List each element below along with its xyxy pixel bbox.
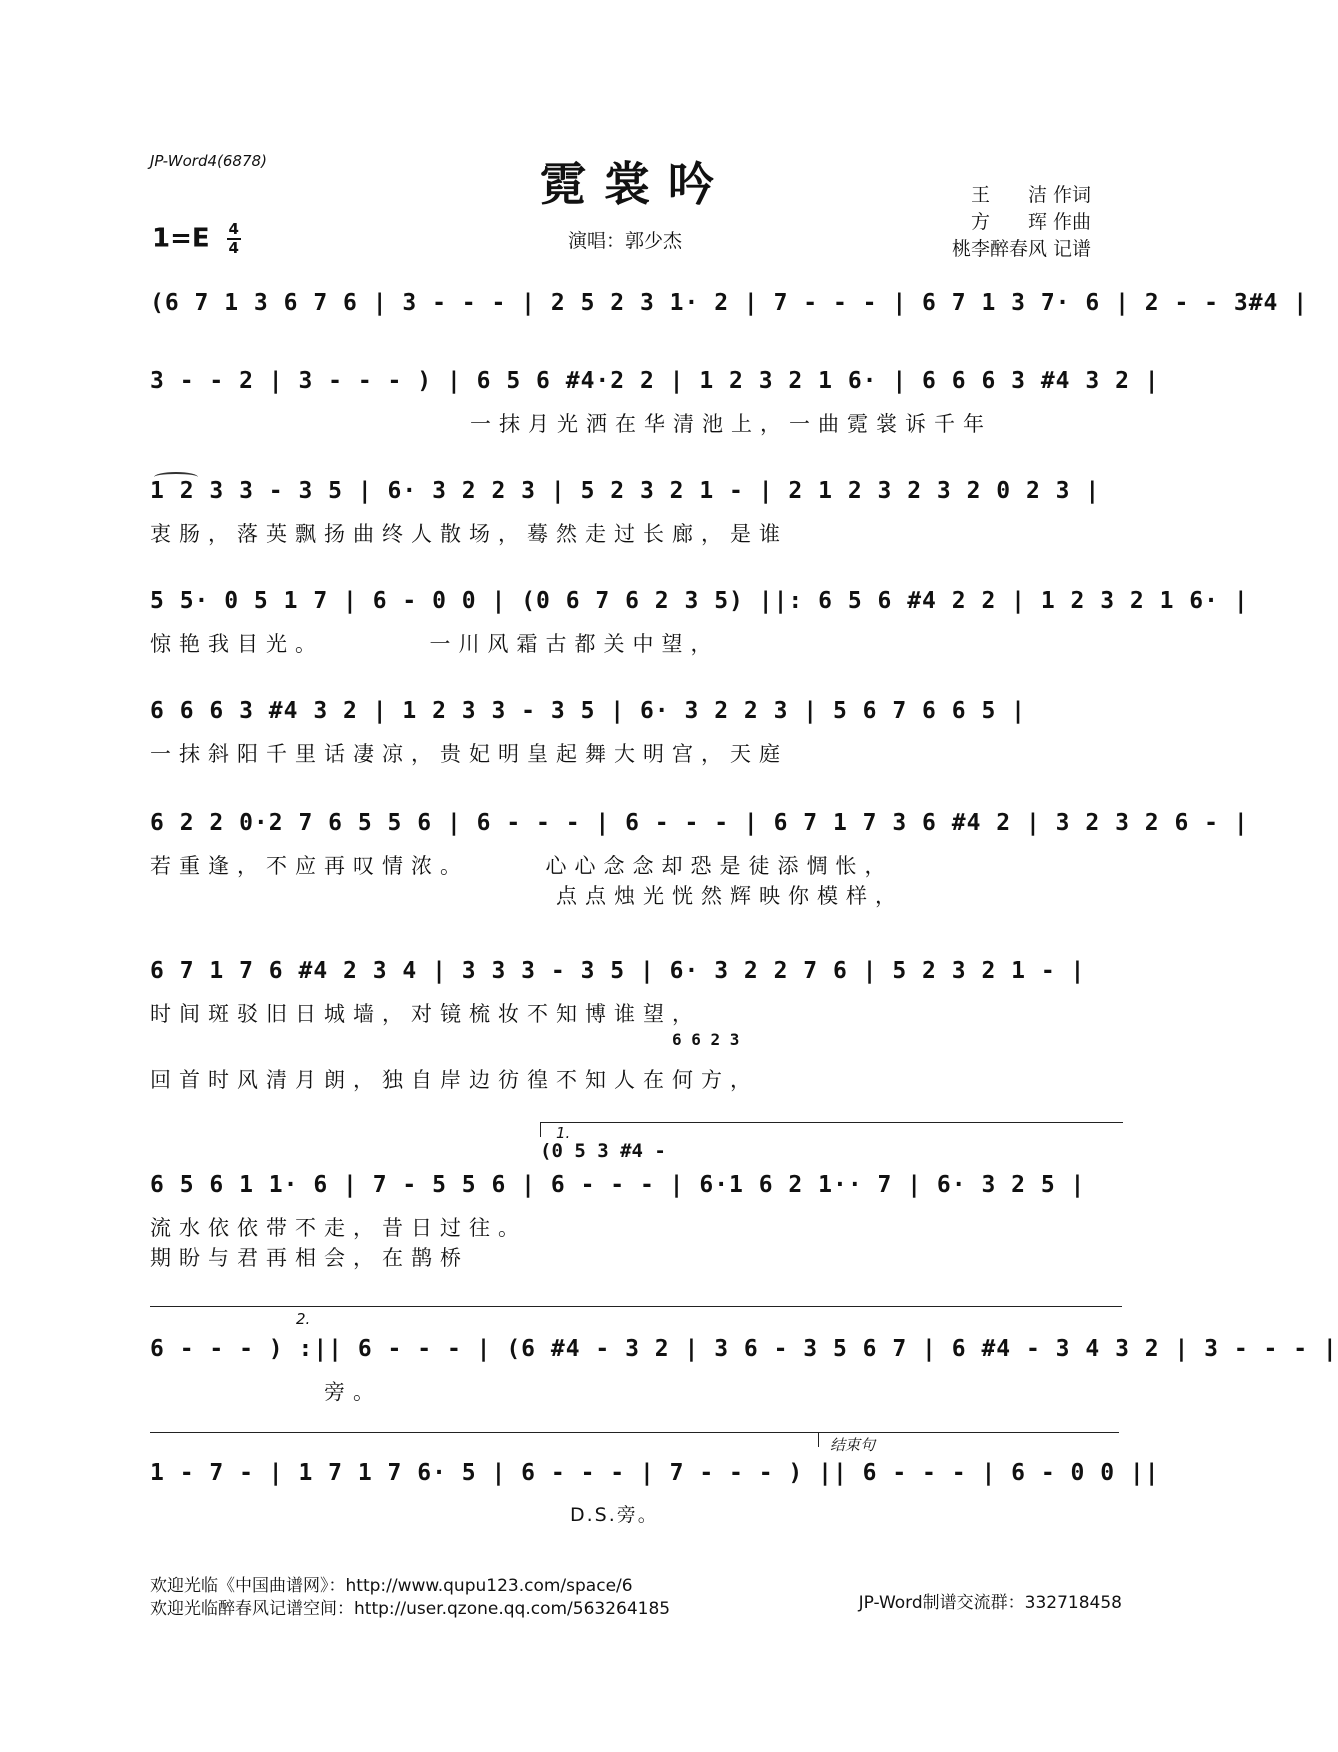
volta-1-label: 1.	[556, 1124, 571, 1142]
score-system-9	[150, 1336, 1338, 1372]
lyrics-line: 一抹月光洒在华清池上，一曲霓裳诉千年	[470, 412, 992, 436]
score-system-8	[150, 1172, 1122, 1208]
lyrics-line: 一抹斜阳千里话凄凉，贵妃明皇起舞大明宫，天庭	[150, 742, 788, 766]
lyricist-credit: 王 洁 作词	[971, 184, 1092, 206]
score-system-3	[150, 478, 1122, 514]
notation-line: 6 5 6 1 1· 6 | 7 - 5 5 6 | 6 - - - | 6·1 6 2 1·· 7 | 6· 3 2 5 |	[150, 1172, 1086, 1198]
lyrics-line-alt: 期盼与君再相会，在鹊桥	[150, 1246, 469, 1270]
ending-label: 结束句	[830, 1436, 876, 1454]
notation-line: 6 7 1 7 6 #4 2 3 4 | 3 3 3 - 3 5 | 6· 3 2 2 7 6 | 5 2 3 2 1 - |	[150, 958, 1086, 984]
notation-line: 6 - - - ) :|| 6 - - - | (6 #4 - 3 2 | 3 6 - 3 5 6 7 | 6 #4 - 3 4 3 2 | 3 - - - |	[150, 1336, 1338, 1362]
score-system-5	[150, 698, 1122, 734]
lyrics-line: D.S.旁。	[150, 1504, 659, 1526]
lyrics-line-alt: 回首时风清月朗，独自岸边彷徨不知人在何方，	[150, 1068, 759, 1092]
volta-1-bracket	[540, 1122, 1123, 1137]
notation-line: (6 7 1 3 6 7 6 | 3 - - - | 2 5 2 3 1· 2 | 7 - - - | 6 7 1 3 7· 6 | 2 - - 3#4 |	[150, 290, 1309, 316]
score-system-2	[150, 368, 1160, 404]
score-system-7	[150, 958, 1122, 994]
lyrics-line-alt: 点点烛光恍然辉映你模样，	[150, 884, 904, 908]
notation-line: 3 - - 2 | 3 - - - ) | 6 5 6 #4·2 2 | 1 2 3 2 1 6· | 6 6 6 3 #4 3 2 |	[150, 368, 1160, 394]
key-signature	[152, 222, 241, 256]
footer-links	[150, 1575, 670, 1621]
notation-line: 1 - 7 - | 1 7 1 7 6· 5 | 6 - - - | 7 - - - ) || 6 - - - | 6 - 0 0 ||	[150, 1460, 1160, 1486]
score-system-10	[150, 1460, 1160, 1496]
lyrics-line: 惊艳我目光。 一川风霜古都关中望，	[150, 632, 720, 656]
software-label: JP-Word4(6878)	[150, 152, 267, 170]
singer-credit: 演唱：郭少杰	[568, 230, 683, 252]
lyrics-line: 若重逢，不应再叹情浓。 心心念念却恐是徒添惆怅，	[150, 854, 894, 878]
time-bottom: 4	[228, 239, 239, 257]
lyrics-line: 旁。	[150, 1380, 382, 1404]
key-label: 1=E	[152, 223, 210, 254]
alt-notes: 6 6 2 3	[672, 1030, 740, 1049]
volta-2-label: 2.	[296, 1310, 311, 1328]
score-system-6	[150, 810, 1249, 846]
time-top: 4	[228, 220, 239, 238]
notation-line: 6 6 6 3 #4 3 2 | 1 2 3 3 - 3 5 | 6· 3 2 2 3 | 5 6 7 6 6 5 |	[150, 698, 1026, 724]
song-title: 霓裳吟	[540, 157, 732, 211]
footer-line-2[interactable]: 欢迎光临醉春风记谱空间：http://user.qzone.qq.com/563264185	[150, 1599, 671, 1619]
score-system-4	[150, 588, 1249, 624]
lyrics-line: 流水依依带不走，昔日过往。	[150, 1216, 527, 1240]
composer-credit: 方 珲 作曲	[971, 211, 1092, 233]
footer-group: JP-Word制谱交流群：332718458	[858, 1593, 1122, 1613]
volta-1-notes: (0 5 3 #4 -	[540, 1140, 666, 1162]
score-system-1	[150, 290, 1309, 326]
notation-line: 5 5· 0 5 1 7 | 6 - 0 0 | (0 6 7 6 2 3 5) ||: 6 5 6 #4 2 2 | 1 2 3 2 1 6· |	[150, 588, 1249, 614]
transcriber-credit: 桃李醉春风 记谱	[952, 238, 1092, 260]
lyrics-line: 衷肠，落英飘扬曲终人散场，蓦然走过长廊，是谁	[150, 522, 788, 546]
time-signature	[227, 222, 241, 256]
footer-line-1[interactable]: 欢迎光临《中国曲谱网》：http://www.qupu123.com/space/6	[150, 1576, 633, 1596]
staff-divider	[150, 1306, 1122, 1307]
notation-line: 1 2 3 3 - 3 5 | 6· 3 2 2 3 | 5 2 3 2 1 - | 2 1 2 3 2 3 2 0 2 3 |	[150, 478, 1101, 504]
credits-block	[952, 182, 1091, 263]
lyrics-line: 时间斑驳旧日城墙，对镜梳妆不知博谁望，	[150, 1002, 701, 1026]
notation-line: 6 2 2 0·2 7 6 5 5 6 | 6 - - - | 6 - - - | 6 7 1 7 3 6 #4 2 | 3 2 3 2 6 - |	[150, 810, 1249, 836]
